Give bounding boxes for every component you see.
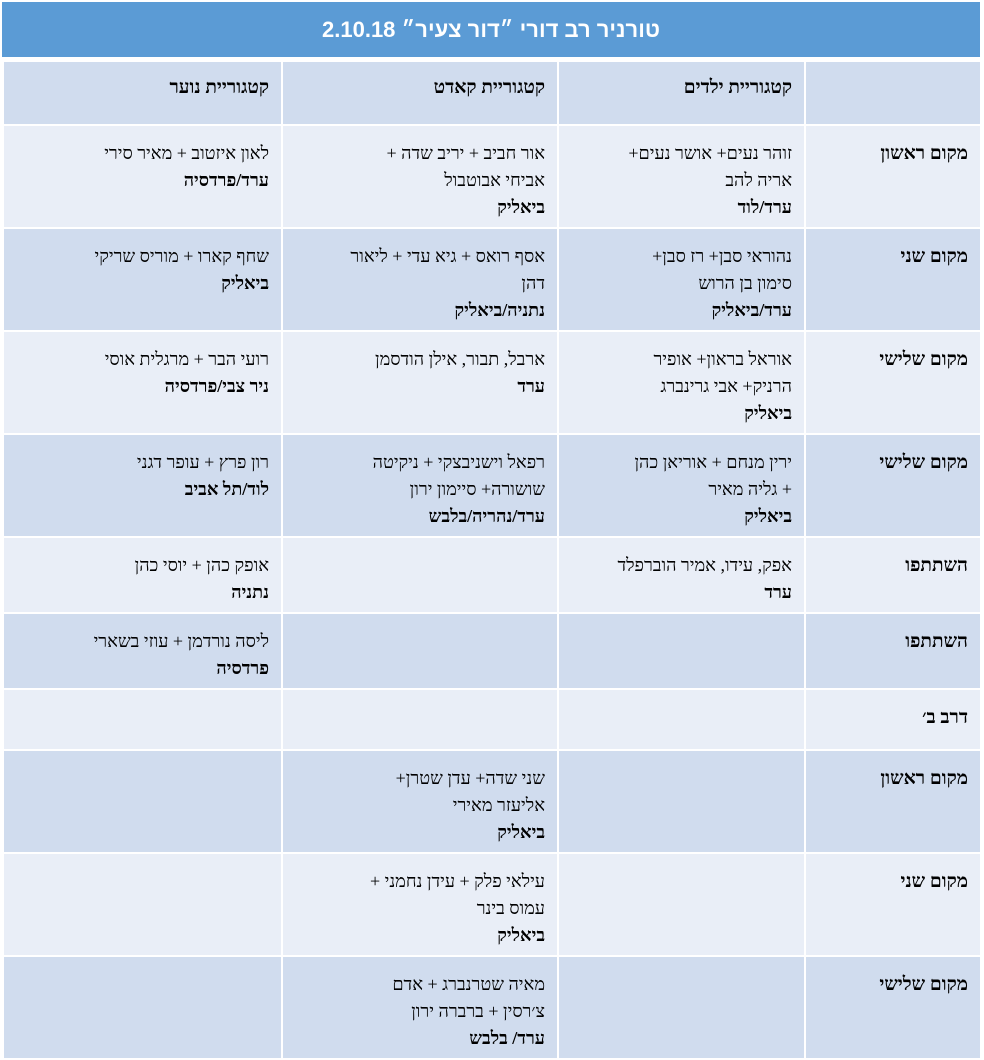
club-location: ביאליק xyxy=(744,403,792,423)
participant-names: דהן xyxy=(521,273,545,293)
participant-names: עילאי פלק + עידן נחמני + xyxy=(369,871,545,891)
table-row xyxy=(3,125,981,228)
result-cell xyxy=(3,125,282,228)
results-table xyxy=(2,60,982,1060)
result-cell xyxy=(282,228,558,331)
row-label: השתתפו xyxy=(805,613,981,689)
header-cell-youth: קטגוריית נוער xyxy=(3,61,282,125)
result-cell xyxy=(3,689,282,750)
results-sheet xyxy=(2,2,980,1060)
result-cell xyxy=(558,613,805,689)
header-row xyxy=(3,61,981,125)
result-cell xyxy=(558,125,805,228)
result-cell xyxy=(282,613,558,689)
participant-names: מאיה שטרנברג + אדם xyxy=(392,974,545,994)
club-location: ביאליק xyxy=(497,822,545,842)
club-location: פרדסיה xyxy=(216,658,269,678)
club-location: ביאליק xyxy=(744,506,792,526)
result-cell xyxy=(282,434,558,537)
result-cell xyxy=(558,331,805,434)
result-cell xyxy=(282,331,558,434)
participant-names: אופק כהן + יוסי כהן xyxy=(134,555,269,575)
result-cell xyxy=(558,750,805,853)
table-row xyxy=(3,434,981,537)
club-location: ביאליק xyxy=(497,197,545,217)
club-location: ערד/ בלבש xyxy=(469,1028,545,1048)
row-label: דרב ב׳ xyxy=(805,689,981,750)
club-location: נתניה/ביאליק xyxy=(454,300,545,320)
result-cell xyxy=(558,956,805,1059)
participant-names: + גליה מאיר xyxy=(708,479,792,499)
result-cell xyxy=(282,750,558,853)
table-row xyxy=(3,228,981,331)
row-label: מקום שלישי xyxy=(805,434,981,537)
result-cell xyxy=(3,434,282,537)
participant-names: רפאל וישניבצקי + ניקיטה xyxy=(372,452,545,472)
participant-names: ליסה נורדמן + עוזי בשארי xyxy=(93,631,269,651)
participant-names: שחף קארו + מוריס שריקי xyxy=(94,246,269,266)
club-location: ערד/פרדסיה xyxy=(183,170,269,190)
row-label: השתתפו xyxy=(805,537,981,613)
participant-names: זוהר נעים+ אושר נעים+ xyxy=(628,143,792,163)
participant-names: עמוס בינר xyxy=(476,898,545,918)
table-row xyxy=(3,689,981,750)
club-location: ניר צבי/פרדסיה xyxy=(164,376,269,396)
result-cell xyxy=(3,750,282,853)
participant-names: סימון בן הרוש xyxy=(698,273,792,293)
row-label: מקום שני xyxy=(805,228,981,331)
table-row xyxy=(3,613,981,689)
table-title: טורניר רב דורי ״דור צעיר״ 2.10.18 xyxy=(2,2,980,60)
participant-names: אוראל בראון+ אופיר xyxy=(653,349,792,369)
result-cell xyxy=(3,537,282,613)
result-cell xyxy=(558,689,805,750)
club-location: ביאליק xyxy=(221,273,269,293)
participant-names: ירין מנחם + אוריאן כהן xyxy=(634,452,792,472)
row-label: מקום שני xyxy=(805,853,981,956)
result-cell xyxy=(282,853,558,956)
result-cell xyxy=(3,613,282,689)
result-cell xyxy=(558,853,805,956)
club-location: ערד/לוד xyxy=(737,197,792,217)
participant-names: אביחי אבוטבול xyxy=(444,170,545,190)
participant-names: אפק, עידו, אמיר הוברפלד xyxy=(617,555,792,575)
participant-names: צ׳רסין + ברברה ירון xyxy=(411,1001,545,1021)
header-cell-kids: קטגוריית ילדים xyxy=(558,61,805,125)
result-cell xyxy=(282,956,558,1059)
participant-names: אליעזר מאירי xyxy=(452,795,545,815)
row-label: מקום ראשון xyxy=(805,125,981,228)
table-row xyxy=(3,750,981,853)
participant-names: שני שדה+ עדן שטרן+ xyxy=(395,768,545,788)
club-location: ביאליק xyxy=(497,925,545,945)
participant-names: שושורה+ סיימון ירון xyxy=(409,479,545,499)
table-row xyxy=(3,853,981,956)
club-location: ערד/נהריה/בלבש xyxy=(428,506,545,526)
participant-names: אריה להב xyxy=(725,170,792,190)
result-cell xyxy=(3,956,282,1059)
row-label: מקום ראשון xyxy=(805,750,981,853)
participant-names: ארבל, תבור, אילן הודסמן xyxy=(375,349,545,369)
header-cell-cadet: קטגוריית קאדט xyxy=(282,61,558,125)
participant-names: רועי הבר + מרגלית אוסי xyxy=(104,349,269,369)
results-table-body xyxy=(3,61,981,1059)
club-location: ערד/ביאליק xyxy=(711,300,792,320)
result-cell xyxy=(3,228,282,331)
participant-names: אור חביב + יריב שדה + xyxy=(386,143,545,163)
club-location: נתניה xyxy=(231,582,269,602)
club-location: ערד xyxy=(764,582,792,602)
row-label: מקום שלישי xyxy=(805,331,981,434)
result-cell xyxy=(282,537,558,613)
result-cell xyxy=(558,434,805,537)
result-cell xyxy=(282,125,558,228)
result-cell xyxy=(282,689,558,750)
row-label: מקום שלישי xyxy=(805,956,981,1059)
result-cell xyxy=(558,537,805,613)
participant-names: לאון איזטוב + מאיר סירי xyxy=(104,143,269,163)
participant-names: הרניק+ אבי גרינברג xyxy=(660,376,792,396)
participant-names: נהוראי סבן+ רז סבן+ xyxy=(652,246,792,266)
participant-names: אסף רואס + גיא עדי + ליאור xyxy=(350,246,545,266)
club-location: לוד/תל אביב xyxy=(184,479,269,499)
table-row xyxy=(3,331,981,434)
table-row xyxy=(3,956,981,1059)
participant-names: רון פרץ + עופר דגני xyxy=(136,452,269,472)
result-cell xyxy=(3,853,282,956)
table-row xyxy=(3,537,981,613)
club-location: ערד xyxy=(517,376,545,396)
result-cell xyxy=(558,228,805,331)
result-cell xyxy=(3,331,282,434)
header-cell-blank xyxy=(805,61,981,125)
